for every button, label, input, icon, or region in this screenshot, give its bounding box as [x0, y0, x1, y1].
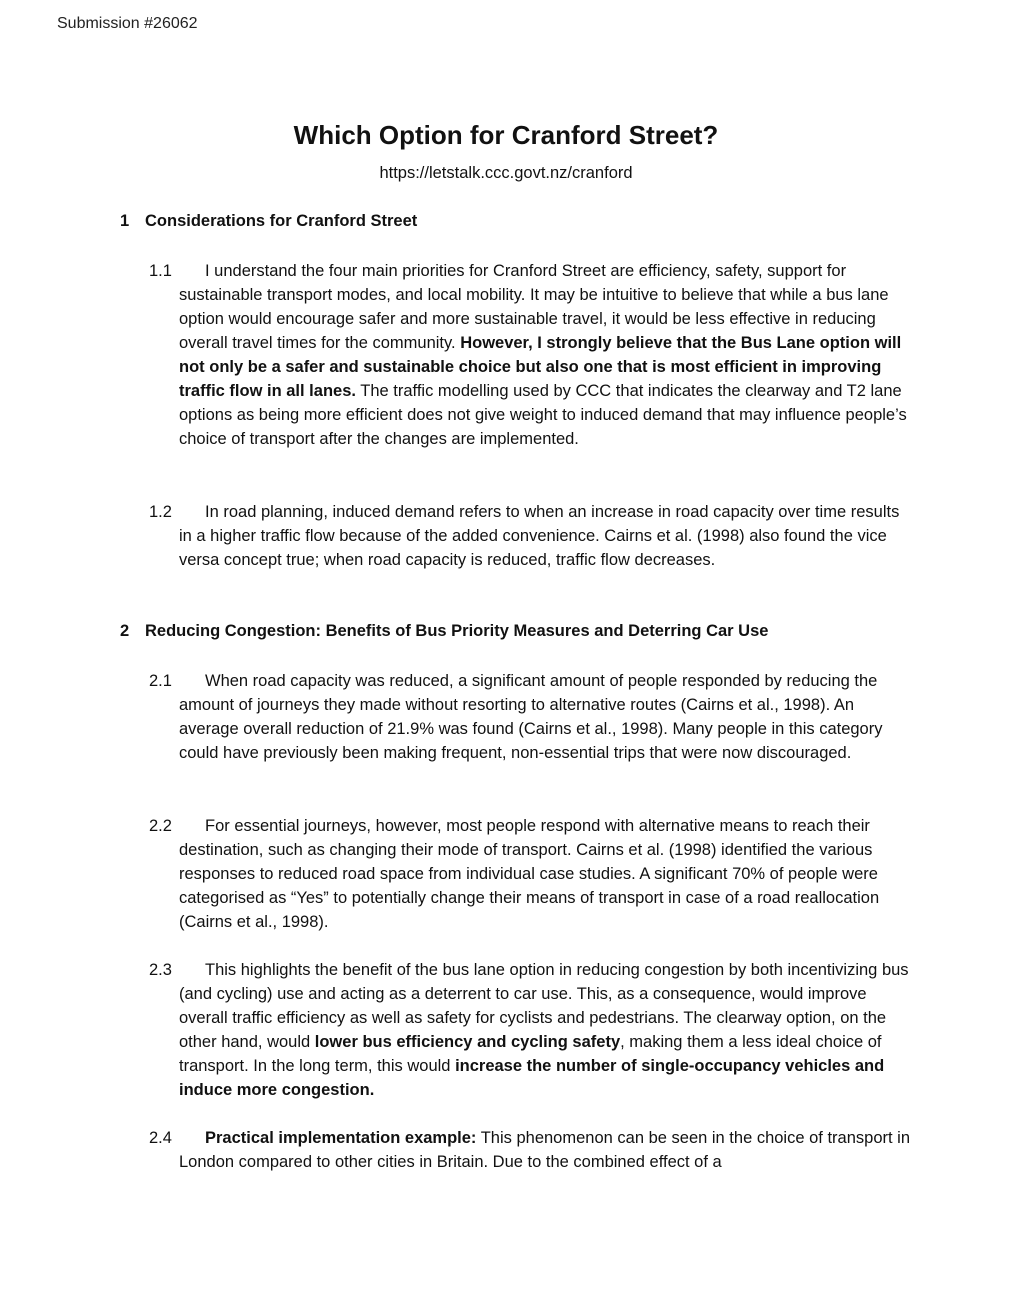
section-title: Reducing Congestion: Benefits of Bus Priority Measures and Deterring Car Use — [145, 622, 769, 640]
section-heading-1 — [120, 212, 920, 231]
paragraph-number: 2.2 — [149, 817, 172, 835]
paragraph-2-4 — [149, 1126, 914, 1174]
paragraph-text: This phenomenon can be seen in the choice of transport in London compared to other cities in Britain. Due to the combined effect of a — [179, 1129, 910, 1171]
paragraph-text: , making them a less ideal choice of transport. In the long term, this would — [179, 1033, 882, 1075]
section-heading-2 — [120, 622, 920, 641]
paragraph-text: For essential journeys, however, most people respond with alternative means to reach their destination, such as changing their mode of transport. Cairns et al. (1998) identified the various responses to reduced road space from individual case studies. A significant 70% of people were categorised as “Yes” to potentially change their means of transport in case of a road reallocation (Cairns et al., 1998). — [179, 817, 880, 931]
paragraph-2-3 — [149, 958, 914, 1102]
paragraph-text: In road planning, induced demand refers to when an increase in road capacity over time results in a higher traffic flow because of the added convenience. Cairns et al. (1998) also found the vice versa concept true; when road capacity is reduced, traffic flow decreases. — [179, 503, 900, 569]
paragraph-emphasis: However, I strongly believe that the Bus Lane option will not only be a safer and sustainable choice but also one that is most efficient in improving traffic flow in all lanes. — [179, 334, 902, 400]
document-url: https://letstalk.ccc.govt.nz/cranford — [379, 164, 633, 182]
section-number: 1 — [120, 212, 130, 230]
paragraph-number: 2.1 — [149, 672, 172, 690]
submission-number: Submission #26062 — [57, 15, 198, 32]
paragraph-text: This highlights the benefit of the bus lane option in reducing congestion by both incentivizing bus (and cycling) use and acting as a deterrent to car use. This, as a consequence, would improve overall traffic efficiency as well as safety for cyclists and pedestrians. The clearway option, on the other hand, would — [179, 961, 909, 1051]
paragraph-number: 2.4 — [149, 1129, 172, 1147]
paragraph-text: The traffic modelling used by CCC that indicates the clearway and T2 lane options as being more efficient does not give weight to induced demand that may influence people’s choice of transport after the changes are implemented. — [179, 382, 907, 448]
document-title: Which Option for Cranford Street? — [293, 120, 719, 150]
paragraph-text: I understand the four main priorities for Cranford Street are efficiency, safety, support for sustainable transport modes, and local mobility. It may be intuitive to believe that while a bus lane option would encourage safer and more sustainable travel, it would be less effective in reducing overall travel times for the community. — [179, 262, 889, 352]
paragraph-2-2 — [149, 814, 914, 934]
paragraph-number: 1.1 — [149, 262, 172, 280]
section-title: Considerations for Cranford Street — [145, 212, 418, 230]
paragraph-number: 1.2 — [149, 503, 172, 521]
paragraph-2-1 — [149, 669, 914, 765]
paragraph-1-1 — [149, 259, 914, 451]
paragraph-number: 2.3 — [149, 961, 172, 979]
section-number: 2 — [120, 622, 130, 640]
paragraph-text: When road capacity was reduced, a significant amount of people responded by reducing the amount of journeys they made without resorting to alternative routes (Cairns et al., 1998). An average overall reduction of 21.9% was found (Cairns et al., 1998). Many people in this category could have previously been making frequent, non-essential trips that were now discouraged. — [179, 672, 883, 762]
paragraph-emphasis: increase the number of single-occupancy vehicles and induce more congestion. — [179, 1057, 885, 1099]
paragraph-emphasis: Practical implementation example: — [205, 1129, 477, 1147]
paragraph-1-2 — [149, 500, 914, 572]
paragraph-emphasis: lower bus efficiency and cycling safety — [314, 1033, 621, 1051]
